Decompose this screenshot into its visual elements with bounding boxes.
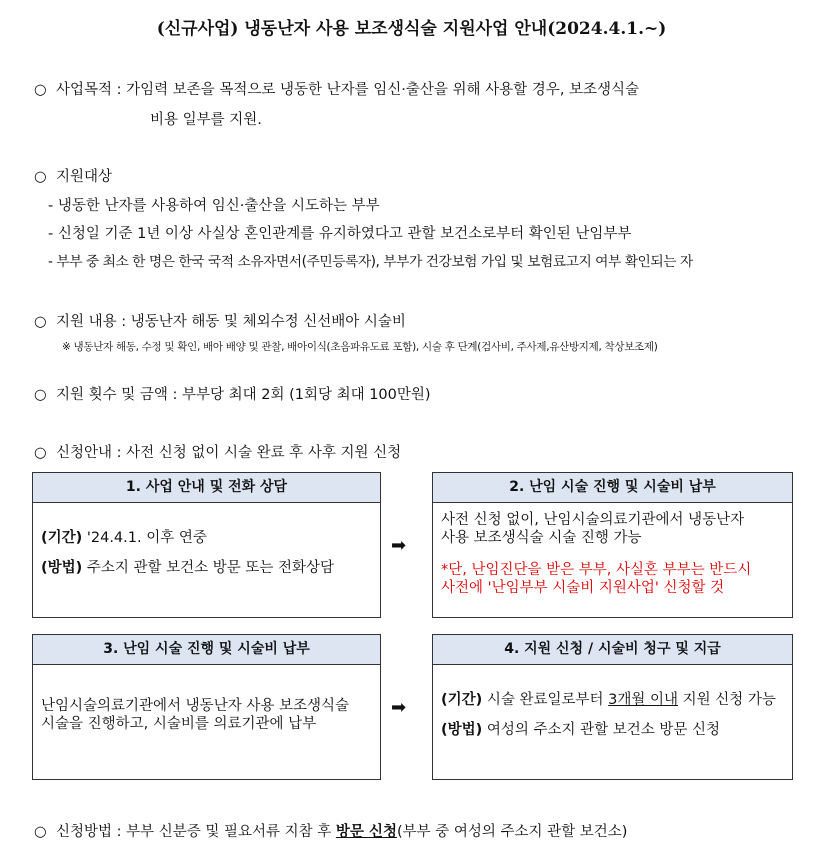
apply-text: 신청방법 : 부부 신분증 및 필요서류 지참 후 (56, 824, 332, 840)
step-1-header: 1. 사업 안내 및 전화 상담 (33, 473, 380, 503)
target-item-1: - 냉동한 난자를 사용하여 임신·출산을 시도하는 부부 (48, 198, 380, 214)
content-note: ※ 냉동난자 해동, 수정 및 확인, 배아 배양 및 관찰, 배아이식(초음파유도료 포함), 시술 후 단계(검사비, 주사제,유산방지제, 착상보조제) (62, 341, 658, 353)
guide-text: 신청안내 : 사전 신청 없이 시술 완료 후 사후 지원 신청 (56, 445, 402, 461)
bullet-circle: ○ (34, 445, 47, 461)
step-3-text-line2: 시술을 진행하고, 시술비를 의료기관에 납부 (41, 716, 317, 732)
method-label: (방법) (441, 722, 483, 738)
step-4-period: (기간) 시술 완료일로부터 3개월 이내 지원 신청 가능 (441, 692, 776, 708)
target-item-2: - 신청일 기준 1년 이상 사실상 혼인관계를 유지하였다고 관할 보건소로부터 확인된 난임부부 (48, 226, 632, 242)
arrow-right-icon: ➡ (391, 535, 407, 556)
count-text: 지원 횟수 및 금액 : 부부당 최대 2회 (1회당 최대 100만원) (56, 387, 431, 403)
content-row (34, 310, 406, 331)
apply-visit-emphasis: 방문 신청 (335, 824, 397, 840)
guide-row (34, 441, 401, 462)
step-1-box (32, 472, 381, 618)
step-4-header: 4. 지원 신청 / 시술비 청구 및 지급 (433, 635, 792, 665)
period-label: (기간) (41, 530, 83, 546)
step-1-method: (방법) 주소지 관할 보건소 방문 또는 전화상담 (41, 560, 335, 576)
bullet-circle: ○ (34, 82, 47, 98)
step-4-method: (방법) 여성의 주소지 관할 보건소 방문 신청 (441, 722, 721, 738)
purpose-text-line2: 비용 일부를 지원. (150, 112, 262, 128)
step-1-period: (기간) '24.4.1. 이후 연중 (41, 530, 207, 546)
step-2-text-line2: 사용 보조생식술 시술 진행 가능 (441, 530, 642, 546)
step-2-header: 2. 난임 시술 진행 및 시술비 납부 (433, 473, 792, 503)
step-2-warning-line1: *단, 난임진단을 받은 부부, 사실혼 부부는 반드시 (441, 562, 752, 578)
bullet-circle: ○ (34, 169, 47, 185)
target-row (34, 165, 112, 186)
purpose-text-line1: 가임력 보존을 목적으로 냉동한 난자를 임신·출산을 위해 사용할 경우, 보조생식술 (126, 82, 640, 98)
step-2-box (432, 472, 793, 618)
period-label: (기간) (441, 692, 483, 708)
step-3-header: 3. 난임 시술 진행 및 시술비 납부 (33, 635, 380, 665)
step-2-warning-line2: 사전에 '난임부부 시술비 지원사업' 신청할 것 (441, 580, 725, 596)
apply-row (34, 820, 627, 841)
bullet-circle: ○ (34, 387, 47, 403)
purpose-label: 사업목적 : (56, 82, 122, 98)
target-item-3: - 부부 중 최소 한 명은 한국 국적 소유자면서(주민등록자), 부부가 건강보험 가입 및 보험료고지 여부 확인되는 자 (48, 254, 693, 270)
purpose-row (34, 78, 639, 99)
step-3-box (32, 634, 381, 780)
bullet-circle: ○ (34, 314, 47, 330)
step-3-text-line1: 난임시술의료기관에서 냉동난자 사용 보조생식술 (41, 698, 349, 714)
bullet-circle: ○ (34, 824, 47, 840)
target-label: 지원대상 (56, 169, 113, 185)
content-text: 지원 내용 : 냉동난자 해동 및 체외수정 신선배아 시술비 (56, 314, 406, 330)
page-title: (신규사업) 냉동난자 사용 보조생식술 지원사업 안내(2024.4.1.~) (156, 19, 667, 39)
apply-text-post: (부부 중 여성의 주소지 관할 보건소) (396, 824, 628, 840)
count-row (34, 383, 431, 404)
arrow-right-icon: ➡ (391, 697, 407, 718)
step-2-text-line1: 사전 신청 없이, 난임시술의료기관에서 냉동난자 (441, 512, 745, 528)
method-label: (방법) (41, 560, 83, 576)
step-4-box (432, 634, 793, 780)
